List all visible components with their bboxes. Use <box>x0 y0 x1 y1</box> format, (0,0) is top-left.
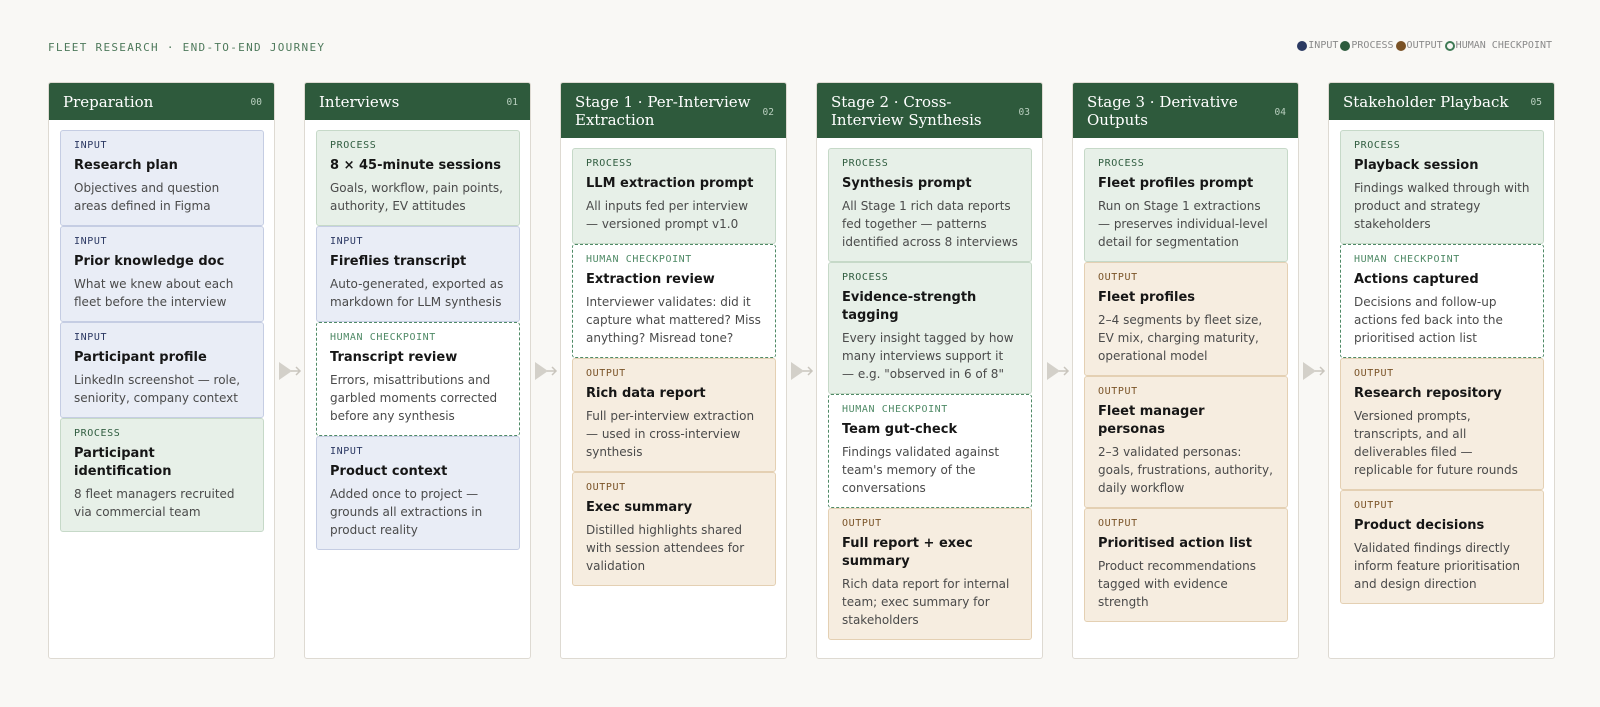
card-type-label: OUTPUT <box>586 482 626 493</box>
stage-number: 04 <box>1274 107 1286 118</box>
stage-title: Interviews <box>319 93 400 111</box>
card-title: 8 × 45-minute sessions <box>330 158 501 173</box>
card-description: Findings validated against team's memory of the conversations <box>842 445 1000 495</box>
flow-arrow-icon <box>787 82 816 659</box>
legend <box>1297 40 1552 51</box>
card-title: Exec summary <box>586 500 693 515</box>
card-description: All Stage 1 rich data reports fed together — patterns identified across 8 interviews <box>842 199 1018 249</box>
stage-title: Stage 2 · Cross-Interview Synthesis <box>831 93 982 129</box>
card-title: Transcript review <box>330 350 458 365</box>
card-description: 2–3 validated personas: goals, frustrations, authority, daily workflow <box>1098 445 1273 495</box>
legend-item-process <box>1340 40 1393 51</box>
process-dot-icon <box>1340 41 1350 51</box>
legend-label: INPUT <box>1308 40 1339 51</box>
card-description: What we knew about each fleet before the interview <box>74 277 234 309</box>
card-type-label: OUTPUT <box>1098 386 1138 397</box>
stage-number: 03 <box>1018 107 1030 118</box>
flow-arrow-icon <box>1299 82 1328 659</box>
stage-cards <box>1329 120 1554 604</box>
card-title: Prior knowledge doc <box>74 254 225 269</box>
legend-item-output <box>1396 40 1443 51</box>
card-title: Fleet profiles prompt <box>1098 176 1254 191</box>
card-description: All inputs fed per interview — versioned prompt v1.0 <box>586 199 749 231</box>
card-description: Findings walked through with product and strategy stakeholders <box>1354 181 1530 231</box>
card-title: Actions captured <box>1354 272 1479 287</box>
stage-number: 01 <box>506 97 518 108</box>
output-card <box>1084 376 1288 508</box>
input-card <box>60 226 264 322</box>
card-title: Extraction review <box>586 272 715 287</box>
card-title: Playback session <box>1354 158 1479 173</box>
stage-title: Stage 1 · Per-Interview Extraction <box>575 93 751 129</box>
card-type-label: HUMAN CHECKPOINT <box>330 332 436 343</box>
stage-column <box>304 82 531 659</box>
stage-column <box>48 82 275 659</box>
card-title: Participant identification <box>74 446 172 479</box>
stage-number: 00 <box>250 97 262 108</box>
card-description: Added once to project — grounds all extractions in product reality <box>330 487 483 537</box>
stage-header <box>1329 83 1554 120</box>
legend-item-checkpoint <box>1445 40 1552 51</box>
card-title: Fleet manager personas <box>1098 404 1205 437</box>
stage-column <box>816 82 1043 659</box>
card-title: Fleet profiles <box>1098 290 1196 305</box>
card-description: Interviewer validates: did it capture what mattered? Miss anything? Misread tone? <box>586 295 761 345</box>
process-card <box>1084 148 1288 262</box>
card-title: Rich data report <box>586 386 706 401</box>
card-type-label: INPUT <box>74 236 108 247</box>
stage-number: 02 <box>762 107 774 118</box>
output-card <box>572 358 776 472</box>
output-card <box>1084 508 1288 622</box>
checkpoint-card <box>316 322 520 436</box>
stage-header <box>305 83 530 120</box>
card-description: Validated findings directly inform feature prioritisation and design direction <box>1354 541 1520 591</box>
input-dot-icon <box>1297 41 1307 51</box>
card-title: Evidence-strength tagging <box>842 290 977 323</box>
card-title: LLM extraction prompt <box>586 176 754 191</box>
card-type-label: HUMAN CHECKPOINT <box>586 254 692 265</box>
flow-arrow-icon <box>1043 82 1072 659</box>
card-description: Every insight tagged by how many interviews support it — e.g. "observed in 6 of 8" <box>842 331 1014 381</box>
card-type-label: OUTPUT <box>1354 500 1394 511</box>
card-title: Participant profile <box>74 350 207 365</box>
card-description: LinkedIn screenshot — role, seniority, company context <box>74 373 241 405</box>
process-card <box>572 148 776 244</box>
legend-label: PROCESS <box>1351 40 1394 51</box>
stage-column <box>560 82 787 659</box>
card-type-label: HUMAN CHECKPOINT <box>842 404 948 415</box>
legend-label: OUTPUT <box>1406 40 1443 51</box>
input-card <box>316 226 520 322</box>
process-card <box>1340 130 1544 244</box>
card-type-label: PROCESS <box>842 272 889 283</box>
stage-title: Preparation <box>63 93 154 111</box>
stage-header <box>561 83 786 138</box>
card-title: Fireflies transcript <box>330 254 467 269</box>
process-card <box>828 262 1032 394</box>
output-card <box>1340 358 1544 490</box>
stage-title: Stage 3 · Derivative Outputs <box>1087 93 1238 129</box>
stage-column <box>1328 82 1555 659</box>
stage-header <box>49 83 274 120</box>
card-type-label: PROCESS <box>330 140 377 151</box>
card-type-label: PROCESS <box>586 158 633 169</box>
checkpoint-card <box>1340 244 1544 358</box>
card-title: Product decisions <box>1354 518 1485 533</box>
card-type-label: OUTPUT <box>586 368 626 379</box>
card-description: Full per-interview extraction — used in cross-interview synthesis <box>586 409 755 459</box>
stage-header <box>817 83 1042 138</box>
output-card <box>572 472 776 586</box>
card-title: Full report + exec summary <box>842 536 973 569</box>
card-description: Auto-generated, exported as markdown for LLM synthesis <box>330 277 504 309</box>
checkpoint-card <box>572 244 776 358</box>
output-card <box>828 508 1032 640</box>
stage-cards <box>49 120 274 532</box>
card-type-label: INPUT <box>330 236 364 247</box>
page-title: FLEET RESEARCH · END-TO-END JOURNEY <box>48 41 326 54</box>
card-title: Team gut-check <box>842 422 958 437</box>
card-type-label: HUMAN CHECKPOINT <box>1354 254 1460 265</box>
stage-title: Stakeholder Playback <box>1343 93 1509 111</box>
stage-cards <box>1073 138 1298 622</box>
process-card <box>828 148 1032 262</box>
card-type-label: INPUT <box>74 140 108 151</box>
process-card <box>316 130 520 226</box>
stage-number: 05 <box>1530 97 1542 108</box>
stage-cards <box>561 138 786 586</box>
card-title: Research repository <box>1354 386 1502 401</box>
output-dot-icon <box>1396 41 1406 51</box>
card-description: Distilled highlights shared with session attendees for validation <box>586 523 745 573</box>
output-card <box>1084 262 1288 376</box>
card-type-label: OUTPUT <box>1354 368 1394 379</box>
card-type-label: OUTPUT <box>1098 518 1138 529</box>
card-description: Errors, misattributions and garbled moments corrected before any synthesis <box>330 373 498 423</box>
stage-header <box>1073 83 1298 138</box>
flow-arrow-icon <box>275 82 304 659</box>
card-description: Goals, workflow, pain points, authority, EV attitudes <box>330 181 503 213</box>
card-description: Run on Stage 1 extractions — preserves individual-level detail for segmentation <box>1098 199 1268 249</box>
input-card <box>316 436 520 550</box>
input-card <box>60 322 264 418</box>
card-type-label: INPUT <box>74 332 108 343</box>
card-type-label: PROCESS <box>74 428 121 439</box>
journey-columns <box>48 82 1555 659</box>
card-description: Objectives and question areas defined in Figma <box>74 181 220 213</box>
output-card <box>1340 490 1544 604</box>
checkpoint-ring-icon <box>1445 41 1455 51</box>
legend-item-input <box>1297 40 1338 51</box>
card-type-label: OUTPUT <box>842 518 882 529</box>
stage-cards <box>817 138 1042 640</box>
card-description: 2–4 segments by fleet size, EV mix, charging maturity, operational model <box>1098 313 1263 363</box>
card-type-label: PROCESS <box>1098 158 1145 169</box>
card-type-label: PROCESS <box>842 158 889 169</box>
card-description: Versioned prompts, transcripts, and all deliverables filed — replicable for future rounds <box>1354 409 1518 477</box>
input-card <box>60 130 264 226</box>
card-type-label: INPUT <box>330 446 364 457</box>
card-title: Product context <box>330 464 448 479</box>
stage-column <box>1072 82 1299 659</box>
card-description: Decisions and follow-up actions fed back into the prioritised action list <box>1354 295 1503 345</box>
card-description: Rich data report for internal team; exec summary for stakeholders <box>842 577 1010 627</box>
card-title: Research plan <box>74 158 178 173</box>
card-title: Prioritised action list <box>1098 536 1252 551</box>
checkpoint-card <box>828 394 1032 508</box>
card-description: 8 fleet managers recruited via commercial team <box>74 487 235 519</box>
card-description: Product recommendations tagged with evidence strength <box>1098 559 1256 609</box>
card-type-label: PROCESS <box>1354 140 1401 151</box>
stage-cards <box>305 120 530 550</box>
card-type-label: OUTPUT <box>1098 272 1138 283</box>
process-card <box>60 418 264 532</box>
card-title: Synthesis prompt <box>842 176 972 191</box>
flow-arrow-icon <box>531 82 560 659</box>
legend-label: HUMAN CHECKPOINT <box>1455 40 1552 51</box>
